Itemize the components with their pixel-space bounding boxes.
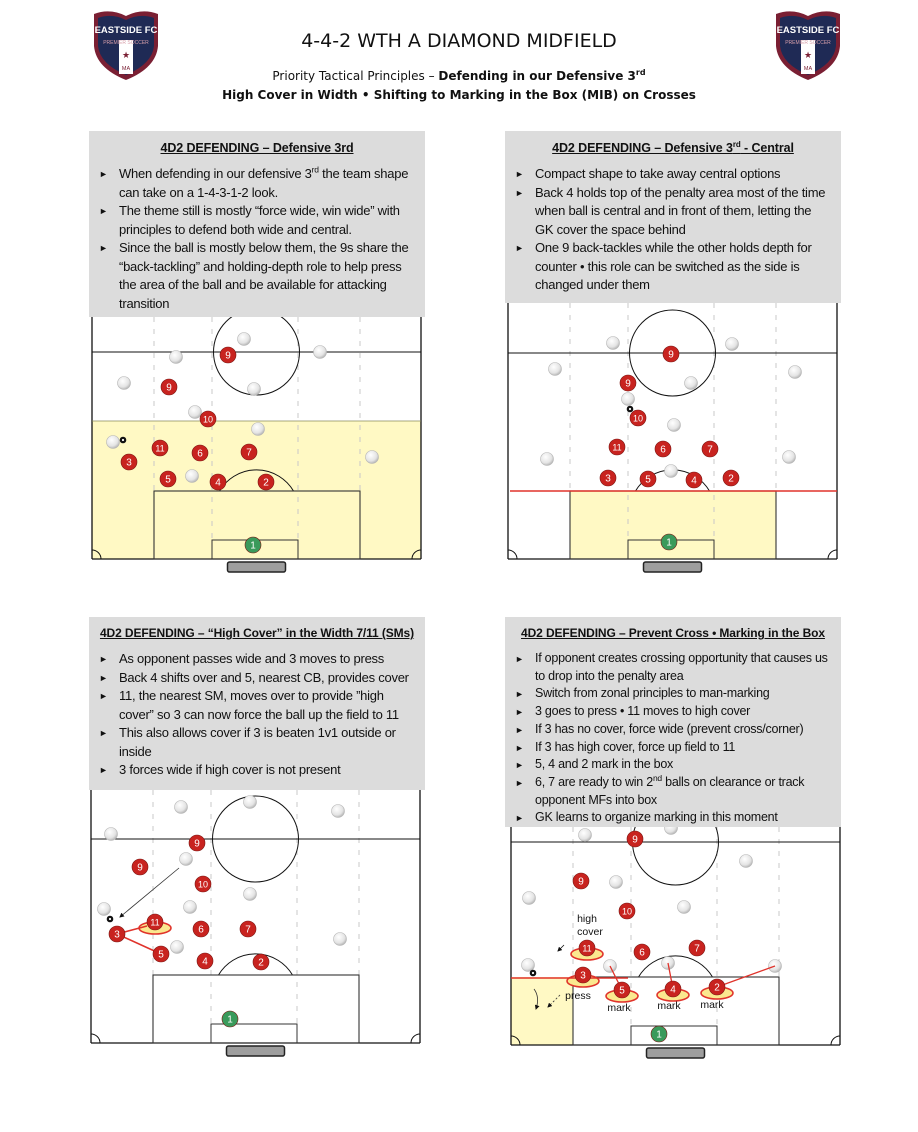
bullet-arrow-icon: ► — [515, 243, 524, 254]
opponent-player-icon — [171, 941, 184, 954]
player-number: 2 — [714, 982, 720, 994]
player-number: 2 — [258, 957, 264, 969]
bullet-item: ► This also allows cover if 3 is beaten 1v1 outside or inside — [99, 725, 396, 759]
goal-icon — [647, 1048, 705, 1058]
label-mark: mark — [657, 1000, 681, 1012]
opponent-player-icon — [579, 829, 592, 842]
player-number: 3 — [114, 929, 120, 941]
goal-area — [631, 1026, 717, 1045]
player-number: 7 — [694, 943, 700, 955]
player-number: 6 — [197, 448, 203, 460]
defender-player-icon — [241, 444, 257, 460]
defender-player-icon — [689, 940, 705, 956]
defender-player-icon — [579, 940, 595, 956]
goalkeeper-player-icon — [222, 1011, 238, 1027]
player-number: 10 — [632, 413, 644, 424]
opponent-player-icon — [184, 901, 197, 914]
player-number: 4 — [215, 477, 221, 489]
bullet-arrow-icon: ► — [99, 169, 108, 180]
goal-icon — [227, 1046, 285, 1056]
bullet-item: ► Back 4 shifts over and 5, nearest CB, provides cover — [99, 669, 415, 688]
defender-player-icon — [147, 914, 163, 930]
bullet-arrow-icon: ► — [515, 169, 524, 180]
opponent-player-icon — [314, 346, 327, 359]
defender-player-icon — [160, 471, 176, 487]
bullet-item: ► GK learns to organize marking in this moment — [515, 809, 831, 827]
opponent-player-icon — [170, 351, 183, 364]
player-number: 1 — [250, 540, 256, 552]
defender-player-icon — [663, 346, 679, 362]
defender-player-icon — [620, 375, 636, 391]
bullet-arrow-icon: ► — [515, 707, 524, 718]
bullet-item: ► 6, 7 are ready to win 2nd balls on clearance or track opponent MFs into box — [515, 772, 805, 807]
bullet-arrow-icon: ► — [99, 243, 108, 254]
defender-player-icon — [686, 472, 702, 488]
defender-player-icon — [220, 347, 236, 363]
defender-player-icon — [627, 831, 643, 847]
goalkeeper-player-icon — [651, 1026, 667, 1042]
player-number: 4 — [202, 956, 208, 968]
bullet-arrow-icon: ► — [99, 672, 108, 683]
bullet-item: ► Since the ball is mostly below them, the 9s share the “back-tackling” and holding-depth role to help press the area of the ball and be available for attacking transition — [99, 240, 409, 311]
player-number: 1 — [666, 537, 672, 549]
bullet-arrow-icon: ► — [515, 742, 524, 753]
player-number: 5 — [158, 949, 164, 961]
defender-player-icon — [634, 944, 650, 960]
player-number: 1 — [227, 1014, 233, 1026]
player-number: 11 — [612, 442, 622, 453]
opponent-player-icon — [789, 366, 802, 379]
svg-text:MA: MA — [803, 66, 813, 72]
pitch-diagram-high-cover — [88, 790, 426, 1062]
opponent-player-icon — [180, 853, 193, 866]
player-number: 11 — [150, 917, 160, 928]
bullet-arrow-icon: ► — [515, 187, 524, 198]
opponent-player-icon — [175, 801, 188, 814]
defender-player-icon — [723, 470, 739, 486]
player-number: 3 — [580, 970, 586, 982]
bullet-item: ► 3 goes to press • 11 moves to high cover — [515, 703, 831, 721]
defender-player-icon — [192, 445, 208, 461]
player-number: 4 — [670, 984, 676, 996]
corner-arc — [828, 550, 837, 559]
panel-heading: 4D2 DEFENDING – Defensive 3rd - Central — [552, 140, 794, 156]
bullet-arrow-icon: ► — [99, 728, 108, 738]
defender-player-icon — [253, 954, 269, 970]
defender-player-icon — [640, 471, 656, 487]
player-number: 1 — [656, 1029, 662, 1041]
player-number: 9 — [632, 834, 638, 846]
goal-icon — [228, 562, 286, 572]
defender-player-icon — [609, 439, 625, 455]
player-number: 11 — [155, 443, 165, 454]
opponent-player-icon — [607, 337, 620, 350]
svg-text:EASTSIDE FC: EASTSIDE FC — [776, 25, 840, 36]
opponent-player-icon — [685, 377, 698, 390]
player-number: 5 — [619, 985, 625, 997]
player-number: 9 — [194, 838, 200, 850]
opponent-player-icon — [523, 892, 536, 905]
defender-player-icon — [210, 474, 226, 490]
bullet-arrow-icon: ► — [515, 654, 524, 664]
bullet-item: ► Compact shape to take away central options — [515, 165, 831, 184]
opponent-player-icon — [665, 827, 678, 835]
player-number: 2 — [728, 473, 734, 485]
bullet-arrow-icon: ► — [99, 765, 108, 775]
opponent-player-icon — [522, 959, 535, 972]
opponent-player-icon — [248, 383, 261, 396]
defender-player-icon — [161, 379, 177, 395]
player-number: 7 — [246, 447, 252, 459]
defender-player-icon — [193, 921, 209, 937]
defender-player-icon — [132, 859, 148, 875]
opponent-player-icon — [783, 451, 796, 464]
pass-arrow — [120, 868, 179, 917]
opponent-player-icon — [189, 406, 202, 419]
player-number: 9 — [668, 349, 674, 361]
bullet-arrow-icon: ► — [515, 760, 524, 771]
defender-player-icon — [665, 981, 681, 997]
defender-player-icon — [197, 953, 213, 969]
pitch-diagram-defensive-3rd — [88, 317, 426, 579]
player-number: 5 — [165, 474, 171, 486]
opponent-player-icon — [244, 796, 257, 809]
opponent-player-icon — [244, 888, 257, 901]
player-number: 10 — [202, 414, 214, 425]
bullet-item: ► 11, the nearest SM, moves over to provide ”high cover” so 3 can now force the ball up the field to 11 — [99, 688, 399, 722]
press-arrow — [558, 945, 564, 951]
bullet-item: ► As opponent passes wide and 3 moves to press — [99, 650, 415, 669]
opponent-player-icon — [98, 903, 111, 916]
defender-player-icon — [709, 979, 725, 995]
defender-player-icon — [153, 946, 169, 962]
pitch-diagram-defensive-3rd-central — [504, 303, 842, 579]
panel-prevent-cross-text — [505, 617, 841, 827]
opponent-player-icon — [105, 828, 118, 841]
bullet-item: ► When defending in our defensive 3rd the team shape can take on a 1-4-3-1-2 look. — [99, 164, 409, 200]
player-number: 4 — [691, 475, 697, 487]
defender-player-icon — [200, 411, 216, 427]
label-mark: mark — [700, 999, 724, 1011]
player-number: 7 — [707, 444, 713, 456]
panel-defensive-3rd-text — [89, 131, 425, 317]
svg-text:MA: MA — [121, 66, 131, 72]
player-number: 10 — [197, 879, 209, 890]
defender-player-icon — [614, 982, 630, 998]
defender-player-icon — [619, 903, 635, 919]
opponent-player-icon — [622, 393, 635, 406]
page-subtitle-secondary: High Cover in Width • Shifting to Marking in the Box (MIB) on Crosses — [222, 88, 696, 102]
bullet-item: ► The theme still is mostly “force wide, win wide” with principles to defend both wide and central. — [99, 203, 400, 237]
svg-text:PREMIER SOCCER: PREMIER SOCCER — [785, 40, 831, 46]
defender-player-icon — [152, 440, 168, 456]
bullet-arrow-icon: ► — [515, 777, 524, 788]
corner-arc — [91, 1034, 100, 1043]
player-number: 3 — [126, 457, 132, 469]
defender-player-icon — [109, 926, 125, 942]
player-number: 6 — [660, 444, 666, 456]
center-circle — [633, 827, 719, 885]
player-number: 9 — [166, 382, 172, 394]
bullet-arrow-icon: ► — [515, 689, 524, 700]
player-number: 9 — [625, 378, 631, 390]
goalkeeper-player-icon — [661, 534, 677, 550]
bullet-item: ► If 3 has high cover, force up field to 11 — [515, 739, 831, 757]
label-high-cover: cover — [577, 926, 603, 938]
bullet-list — [99, 650, 415, 780]
opponent-player-icon — [334, 933, 347, 946]
svg-text:★: ★ — [121, 50, 131, 60]
player-number: 10 — [621, 906, 633, 917]
corner-arc — [508, 550, 517, 559]
opponent-player-icon — [549, 363, 562, 376]
penalty-box — [153, 975, 359, 1043]
bullet-arrow-icon: ► — [515, 813, 524, 824]
bullet-item: ► 3 forces wide if high cover is not present — [99, 761, 415, 780]
opponent-player-icon — [726, 338, 739, 351]
bullet-item: ► Back 4 holds top of the penalty area most of the time when ball is central and in front of them, letting the GK cover the space behind — [515, 184, 826, 237]
bullet-item: ► 5, 4 and 2 mark in the box — [515, 756, 831, 774]
bullet-arrow-icon: ► — [515, 724, 524, 735]
goalkeeper-player-icon — [245, 537, 261, 553]
defender-player-icon — [575, 967, 591, 983]
subtitle-emphasis: Defending in our Defensive 3rd — [438, 68, 646, 83]
opponent-player-icon — [541, 453, 554, 466]
bullet-arrow-icon: ► — [99, 206, 108, 217]
bullet-arrow-icon: ► — [99, 654, 108, 664]
opponent-player-icon — [252, 423, 265, 436]
player-number: 7 — [245, 924, 251, 936]
panel-heading: 4D2 DEFENDING – Prevent Cross • Marking in the Box — [521, 626, 825, 640]
player-number: 11 — [582, 943, 592, 954]
opponent-player-icon — [610, 876, 623, 889]
player-number: 6 — [639, 947, 645, 959]
opponent-player-icon — [668, 419, 681, 432]
player-number: 3 — [605, 473, 611, 485]
player-number: 9 — [225, 350, 231, 362]
opponent-player-icon — [118, 377, 131, 390]
bullet-list — [515, 650, 831, 827]
bullet-item: ► If opponent creates crossing opportunity that causes us to drop into the penalty area — [515, 651, 828, 683]
page-title: 4-4-2 WTH A DIAMOND MIDFIELD — [301, 30, 617, 52]
defender-player-icon — [655, 441, 671, 457]
bullet-list — [99, 165, 415, 313]
page-subtitle — [0, 68, 918, 83]
defender-player-icon — [573, 873, 589, 889]
defender-player-icon — [600, 470, 616, 486]
defender-player-icon — [702, 441, 718, 457]
goal-icon — [644, 562, 702, 572]
penalty-arc — [639, 956, 713, 977]
player-number: 5 — [645, 474, 651, 486]
bullet-item: ► One 9 back-tackles while the other holds depth for counter • this role can be switched as the side is changed under them — [515, 240, 812, 293]
player-number: 9 — [137, 862, 143, 874]
player-number: 9 — [578, 876, 584, 888]
opponent-player-icon — [238, 333, 251, 346]
svg-text:★: ★ — [803, 50, 813, 60]
defender-player-icon — [189, 835, 205, 851]
panel-heading: 4D2 DEFENDING – “High Cover” in the Width 7/11 (SMs) — [99, 626, 415, 640]
opponent-player-icon — [107, 436, 120, 449]
bullet-list — [515, 165, 831, 295]
label-high-cover: high — [577, 913, 597, 925]
defender-player-icon — [630, 410, 646, 426]
panel-high-cover-text — [89, 617, 425, 790]
svg-text:EASTSIDE FC: EASTSIDE FC — [94, 25, 158, 36]
pitch-diagram-prevent-cross — [504, 827, 842, 1062]
wide-channel-zone — [511, 977, 573, 1045]
defender-player-icon — [195, 876, 211, 892]
subtitle-prefix: Priority Tactical Principles – — [272, 69, 439, 83]
bullet-arrow-icon: ► — [99, 691, 108, 701]
player-number: 2 — [263, 477, 269, 489]
opponent-player-icon — [332, 805, 345, 818]
panel-defensive-3rd-central-text — [505, 131, 841, 303]
bullet-item: ► If 3 has no cover, force wide (prevent cross/corner) — [515, 721, 831, 739]
defender-player-icon — [240, 921, 256, 937]
corner-arc — [831, 1036, 840, 1045]
opponent-player-icon — [740, 855, 753, 868]
opponent-player-icon — [665, 465, 678, 478]
bullet-item: ► Switch from zonal principles to man-marking — [515, 685, 831, 703]
corner-arc — [411, 1034, 420, 1043]
opponent-player-icon — [366, 451, 379, 464]
defender-player-icon — [258, 474, 274, 490]
panel-heading: 4D2 DEFENDING – Defensive 3rd — [160, 141, 354, 156]
defender-player-icon — [121, 454, 137, 470]
goal-area — [211, 1024, 297, 1043]
label-mark: mark — [607, 1002, 631, 1014]
label-press: press — [565, 990, 591, 1002]
player-number: 6 — [198, 924, 204, 936]
opponent-player-icon — [186, 470, 199, 483]
opponent-player-icon — [678, 901, 691, 914]
svg-text:PREMIER SOCCER: PREMIER SOCCER — [103, 40, 149, 46]
